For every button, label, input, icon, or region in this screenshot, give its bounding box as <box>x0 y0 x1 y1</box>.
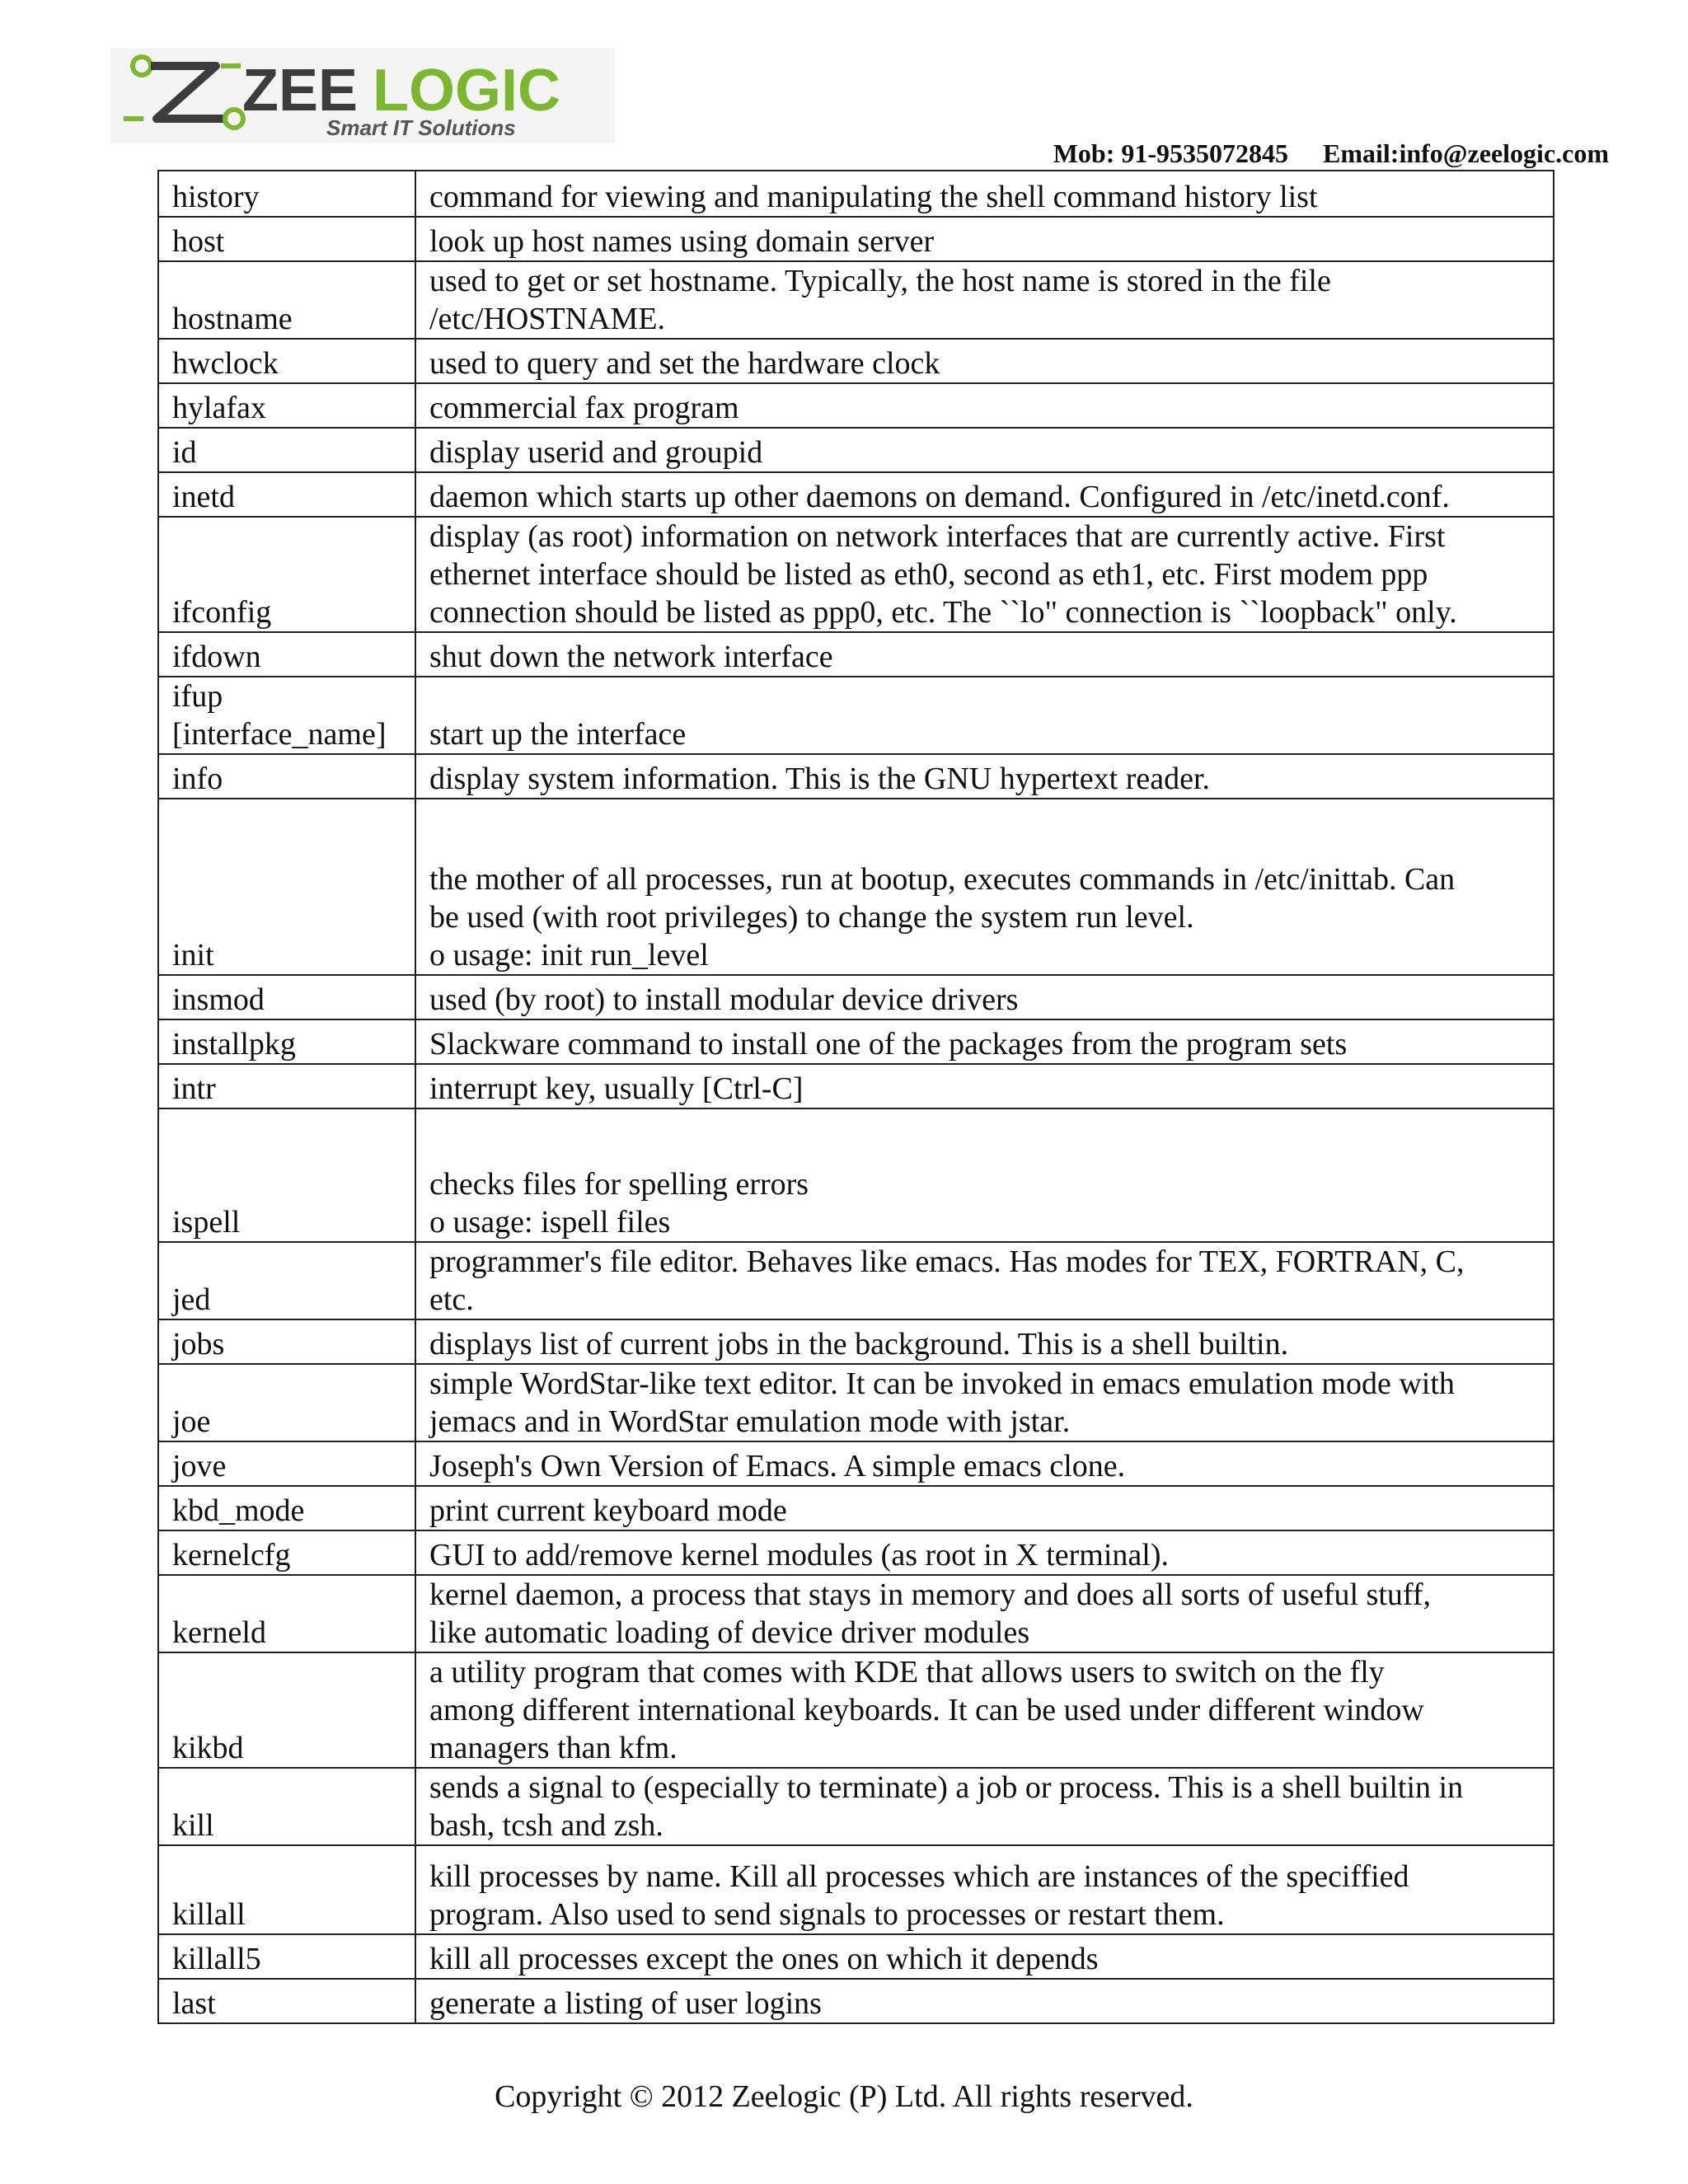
logo-wordmark-accent: LOGIC <box>373 58 560 124</box>
command-name: killall <box>158 1845 415 1934</box>
table-row <box>158 799 1554 975</box>
command-name: hostname <box>158 261 415 339</box>
table-row <box>158 428 1554 472</box>
command-description: used to get or set hostname. Typically, the host name is stored in the file /etc/HOSTNAME. <box>415 261 1554 339</box>
table-row <box>158 632 1554 677</box>
command-description: the mother of all processes, run at bootup, executes commands in /etc/inittab. Can be used (with root privileges) to change the system run level. o usage: init run_level <box>415 799 1554 975</box>
command-description: kernel daemon, a process that stays in memory and does all sorts of useful stuff, like automatic loading of device driver modules <box>415 1575 1554 1652</box>
command-name: jobs <box>158 1319 415 1364</box>
command-description: GUI to add/remove kernel modules (as root in X terminal). <box>415 1530 1554 1575</box>
command-description: shut down the network interface <box>415 632 1554 677</box>
command-description: a utility program that comes with KDE that allows users to switch on the fly among different international keyboards. It can be used under different window managers than kfm. <box>415 1652 1554 1768</box>
table-row <box>158 1530 1554 1575</box>
command-description: generate a listing of user logins <box>415 1979 1554 2023</box>
command-name: kernelcfg <box>158 1530 415 1575</box>
table-row <box>158 1019 1554 1064</box>
command-description: programmer's file editor. Behaves like emacs. Has modes for TEX, FORTRAN, C, etc. <box>415 1242 1554 1319</box>
mobile-number: Mob: 91-9535072845 <box>1053 138 1288 168</box>
command-description: start up the interface <box>415 677 1554 754</box>
table-row <box>158 1575 1554 1652</box>
command-name: jove <box>158 1441 415 1486</box>
command-description: Joseph's Own Version of Emacs. A simple emacs clone. <box>415 1441 1554 1486</box>
table-row <box>158 1652 1554 1768</box>
table-row <box>158 754 1554 799</box>
table-row <box>158 677 1554 754</box>
command-description: look up host names using domain server <box>415 217 1554 261</box>
table-row <box>158 1486 1554 1530</box>
command-description: Slackware command to install one of the packages from the program sets <box>415 1019 1554 1064</box>
zeelogic-logo-icon <box>110 48 615 143</box>
command-name: ifdown <box>158 632 415 677</box>
command-name: kill <box>158 1768 415 1845</box>
table-row <box>158 1364 1554 1441</box>
command-table-body <box>158 171 1554 2023</box>
table-row <box>158 1768 1554 1845</box>
command-description: used to query and set the hardware clock <box>415 339 1554 383</box>
command-description: command for viewing and manipulating the shell command history list <box>415 171 1554 217</box>
table-row <box>158 339 1554 383</box>
command-description: used (by root) to install modular device drivers <box>415 975 1554 1019</box>
command-description: sends a signal to (especially to terminate) a job or process. This is a shell builtin in bash, tcsh and zsh. <box>415 1768 1554 1845</box>
command-name: kbd_mode <box>158 1486 415 1530</box>
command-name: jed <box>158 1242 415 1319</box>
command-description: daemon which starts up other daemons on demand. Configured in /etc/inetd.conf. <box>415 472 1554 517</box>
table-row <box>158 261 1554 339</box>
command-name: intr <box>158 1064 415 1108</box>
command-name: ifconfig <box>158 517 415 632</box>
logo-tagline: Smart IT Solutions <box>326 115 516 140</box>
command-name: host <box>158 217 415 261</box>
command-name: last <box>158 1979 415 2023</box>
command-name: init <box>158 799 415 975</box>
table-row <box>158 1108 1554 1242</box>
contact-info <box>1053 138 1609 169</box>
table-row <box>158 1934 1554 1979</box>
command-description: print current keyboard mode <box>415 1486 1554 1530</box>
footer-copyright: Copyright © 2012 Zeelogic (P) Ltd. All rights reserved. <box>495 2079 1193 2114</box>
command-description: display userid and groupid <box>415 428 1554 472</box>
table-row <box>158 1441 1554 1486</box>
table-row <box>158 217 1554 261</box>
command-table <box>157 170 1554 2024</box>
table-row <box>158 1845 1554 1934</box>
command-name: hylafax <box>158 383 415 428</box>
command-name: insmod <box>158 975 415 1019</box>
table-row <box>158 517 1554 632</box>
command-description: simple WordStar-like text editor. It can be invoked in emacs emulation mode with jemacs and in WordStar emulation mode with jstar. <box>415 1364 1554 1441</box>
command-name: kerneld <box>158 1575 415 1652</box>
command-name: history <box>158 171 415 217</box>
command-description: interrupt key, usually [Ctrl-C] <box>415 1064 1554 1108</box>
command-description: display system information. This is the GNU hypertext reader. <box>415 754 1554 799</box>
command-name: ispell <box>158 1108 415 1242</box>
command-description: kill processes by name. Kill all processes which are instances of the speciffied program. Also used to send signals to processes or restart them. <box>415 1845 1554 1934</box>
table-row <box>158 1319 1554 1364</box>
command-name: kikbd <box>158 1652 415 1768</box>
logo-wordmark: ZEE <box>242 58 359 124</box>
table-row <box>158 1064 1554 1108</box>
command-name: ifup [interface_name] <box>158 677 415 754</box>
command-description: kill all processes except the ones on which it depends <box>415 1934 1554 1979</box>
command-description: checks files for spelling errors o usage: ispell files <box>415 1108 1554 1242</box>
email-address: Email:info@zeelogic.com <box>1323 138 1609 168</box>
table-row <box>158 1979 1554 2023</box>
command-name: inetd <box>158 472 415 517</box>
table-row <box>158 472 1554 517</box>
table-row <box>158 975 1554 1019</box>
command-description: commercial fax program <box>415 383 1554 428</box>
company-logo <box>110 48 615 143</box>
command-name: id <box>158 428 415 472</box>
command-name: installpkg <box>158 1019 415 1064</box>
command-description: display (as root) information on network interfaces that are currently active. First ethernet interface should be listed as eth0, second as eth1, etc. First modem ppp connection should be listed as ppp0, etc. The ``lo" connection is ``loopback" only. <box>415 517 1554 632</box>
table-row <box>158 1242 1554 1319</box>
command-name: info <box>158 754 415 799</box>
command-name: hwclock <box>158 339 415 383</box>
command-name: killall5 <box>158 1934 415 1979</box>
command-name: joe <box>158 1364 415 1441</box>
table-row <box>158 171 1554 217</box>
command-description: displays list of current jobs in the background. This is a shell builtin. <box>415 1319 1554 1364</box>
table-row <box>158 383 1554 428</box>
